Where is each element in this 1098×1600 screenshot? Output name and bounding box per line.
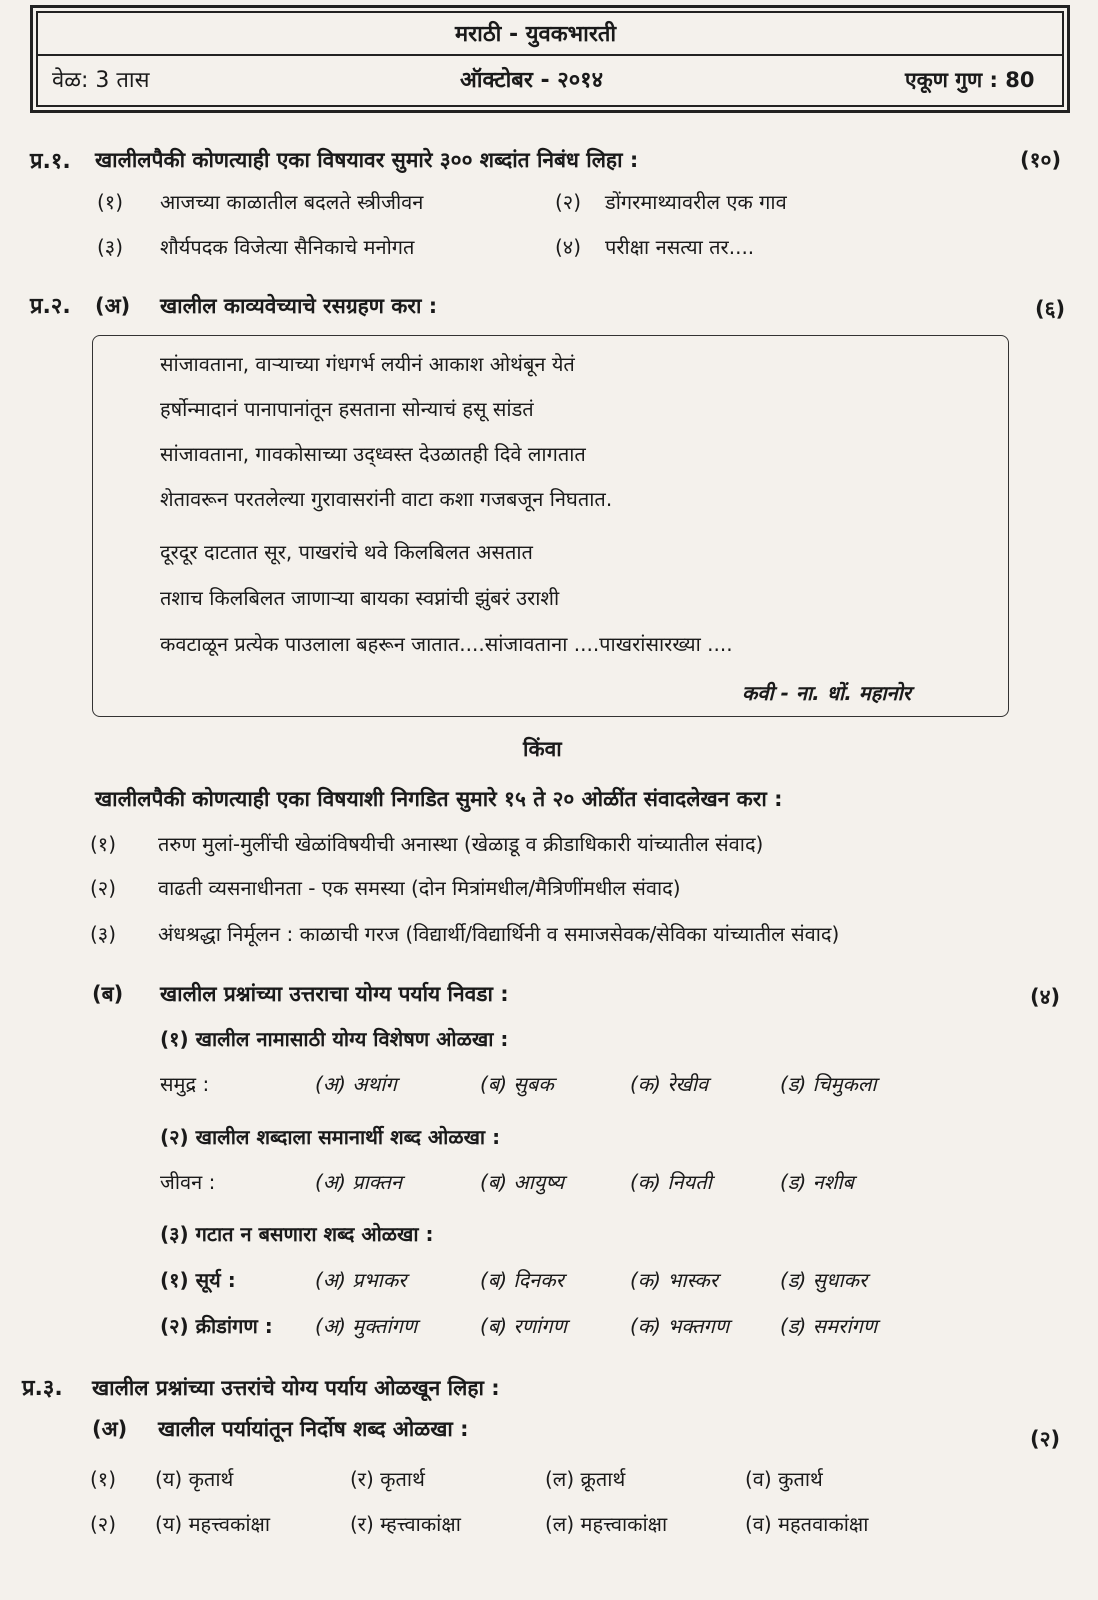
q2a-text: खालील काव्यवेच्याचे रसग्रहण करा : (160, 294, 438, 318)
sub2-option: (ब) आयुष्य (480, 1170, 565, 1194)
q3-option: (ल) महत्त्वाकांक्षा (545, 1512, 668, 1536)
q2b-label: (ब) (92, 982, 124, 1006)
or-text: किंवा (523, 737, 562, 761)
sub3-option: (ब) दिनकर (480, 1268, 564, 1292)
q3-row-num: (१) (90, 1467, 117, 1491)
sub1-option: (ड) चिमुकला (780, 1072, 877, 1096)
q1-text: खालीलपैकी कोणत्याही एका विषयावर सुमारे ३०० शब्दांत निबंध लिहा : (95, 148, 639, 172)
q1-option-text: परीक्षा नसत्या तर.... (605, 235, 755, 259)
poem-line: हर्षोन्मादानं पानापानांतून हसताना सोन्याचं हसू सांडतं (160, 397, 534, 421)
sub2-option: (अ) प्राक्तन (315, 1170, 403, 1194)
q1-option-text: डोंगरमाथ्यावरील एक गाव (605, 190, 787, 214)
sub1-heading: (१) खालील नामासाठी योग्य विशेषण ओळखा : (160, 1027, 509, 1051)
poem-line: दूरदूर दाटतात सूर, पाखरांचे थवे किलबिलत असतात (160, 540, 533, 564)
dialogue-option-text: तरुण मुलां-मुलींची खेळांविषयीची अनास्था (खेळाडू व क्रीडाधिकारी यांच्यातील संवाद) (158, 832, 764, 856)
poem-line: सांजावताना, वाऱ्याच्या गंधगर्भ लयीनं आकाश ओथंबून येतं (160, 352, 575, 376)
sub2-option: (क) नियती (630, 1170, 712, 1194)
exam-month: ऑक्टोबर - २०१४ (460, 68, 604, 93)
q3-option: (व) कुतार्थ (745, 1467, 823, 1491)
q2-number: प्र.२. (30, 294, 71, 319)
q1-option-num: (४) (555, 235, 582, 259)
q3a-marks: (२) (1030, 1427, 1061, 1451)
exam-time: वेळ: 3 तास (52, 68, 150, 93)
sub1-option: (ब) सुबक (480, 1072, 554, 1096)
dialogue-heading: खालीलपैकी कोणत्याही एका विषयाशी निगडित सुमारे १५ ते २० ओळींत संवादलेखन करा : (95, 787, 783, 811)
sub3-option: (ब) रणांगण (480, 1314, 567, 1338)
q1-option-text: शौर्यपदक विजेत्या सैनिकाचे मनोगत (160, 235, 415, 259)
q3-option: (य) महत्त्वकांक्षा (155, 1512, 271, 1536)
dialogue-option-num: (२) (90, 876, 117, 900)
sub3-option: (ड) समरांगण (780, 1314, 878, 1338)
sub1-option: (क) रेखीव (630, 1072, 709, 1096)
dialogue-option-num: (१) (90, 832, 117, 856)
sub1-option: (अ) अथांग (315, 1072, 397, 1096)
sub3-word: (२) क्रीडांगण : (160, 1314, 273, 1338)
q1-marks: (१०) (1020, 148, 1062, 172)
dialogue-option-num: (३) (90, 922, 117, 946)
sub3-word: (१) सूर्य : (160, 1268, 236, 1292)
q2a-marks: (६) (1035, 297, 1066, 321)
poem-line: तशाच किलबिलत जाणाऱ्या बायका स्वप्नांची झुंबरं उराशी (160, 586, 560, 610)
sub2-heading: (२) खालील शब्दाला समानार्थी शब्द ओळखा : (160, 1125, 501, 1149)
sub3-heading: (३) गटात न बसणारा शब्द ओळखा : (160, 1222, 434, 1246)
q1-option-num: (३) (97, 235, 124, 259)
q2b-text: खालील प्रश्नांच्या उत्तराचा योग्य पर्याय निवडा : (160, 982, 509, 1006)
q1-option-num: (१) (97, 190, 124, 214)
dialogue-option-text: वाढती व्यसनाधीनता - एक समस्या (दोन मित्रांमधील/मैत्रिणींमधील संवाद) (158, 876, 681, 900)
q3a-label: (अ) (92, 1417, 128, 1441)
sub2-word: जीवन : (160, 1170, 216, 1194)
poem-line: सांजावताना, गावकोसाच्या उद्ध्वस्त देउळातही दिवे लागतात (160, 442, 586, 466)
sub3-option: (क) भास्कर (630, 1268, 718, 1292)
header-divider (36, 54, 1064, 56)
q3-text: खालील प्रश्नांच्या उत्तरांचे योग्य पर्याय ओळखून लिहा : (92, 1376, 500, 1400)
q2b-marks: (४) (1030, 985, 1061, 1009)
q3-option: (व) महतवाकांक्षा (745, 1512, 869, 1536)
q3-number: प्र.३. (22, 1376, 63, 1401)
sub3-option: (क) भक्तगण (630, 1314, 730, 1338)
subject-title: मराठी - युवकभारती (455, 22, 617, 47)
poem-line: कवटाळून प्रत्येक पाउलाला बहरून जातात....सांजावताना ....पाखरांसारख्या .... (160, 632, 733, 656)
sub3-option: (अ) प्रभाकर (315, 1268, 407, 1292)
q1-number: प्र.१. (30, 149, 71, 174)
q3-option: (ल) क्रूतार्थ (545, 1467, 626, 1491)
dialogue-option-text: अंधश्रद्धा निर्मूलन : काळाची गरज (विद्यार्थी/विद्यार्थिनी व समाजसेवक/सेविका यांच्यातील संवाद) (158, 922, 840, 946)
total-marks: एकूण गुण : 80 (905, 68, 1035, 92)
q2a-label: (अ) (95, 294, 131, 318)
q3-option: (य) कृतार्थ (155, 1467, 234, 1491)
poem-box (92, 335, 1009, 717)
q3a-text: खालील पर्यायांतून निर्दोष शब्द ओळखा : (158, 1417, 469, 1441)
q3-option: (र) कृतार्थ (350, 1467, 425, 1491)
q3-row-num: (२) (90, 1512, 117, 1536)
sub3-option: (ड) सुधाकर (780, 1268, 868, 1292)
sub3-option: (अ) मुक्तांगण (315, 1314, 418, 1338)
q1-option-num: (२) (555, 190, 582, 214)
q1-option-text: आजच्या काळातील बदलते स्त्रीजीवन (160, 190, 424, 214)
sub1-word: समुद्र : (160, 1072, 210, 1096)
poem-line: शेतावरून परतलेल्या गुरावासरांनी वाटा कशा गजबजून निघतात. (160, 487, 613, 511)
poet-credit: कवी - ना. धों. महानोर (742, 681, 911, 705)
q3-option: (र) म्हत्त्वाकांक्षा (350, 1512, 461, 1536)
sub2-option: (ड) नशीब (780, 1170, 854, 1194)
